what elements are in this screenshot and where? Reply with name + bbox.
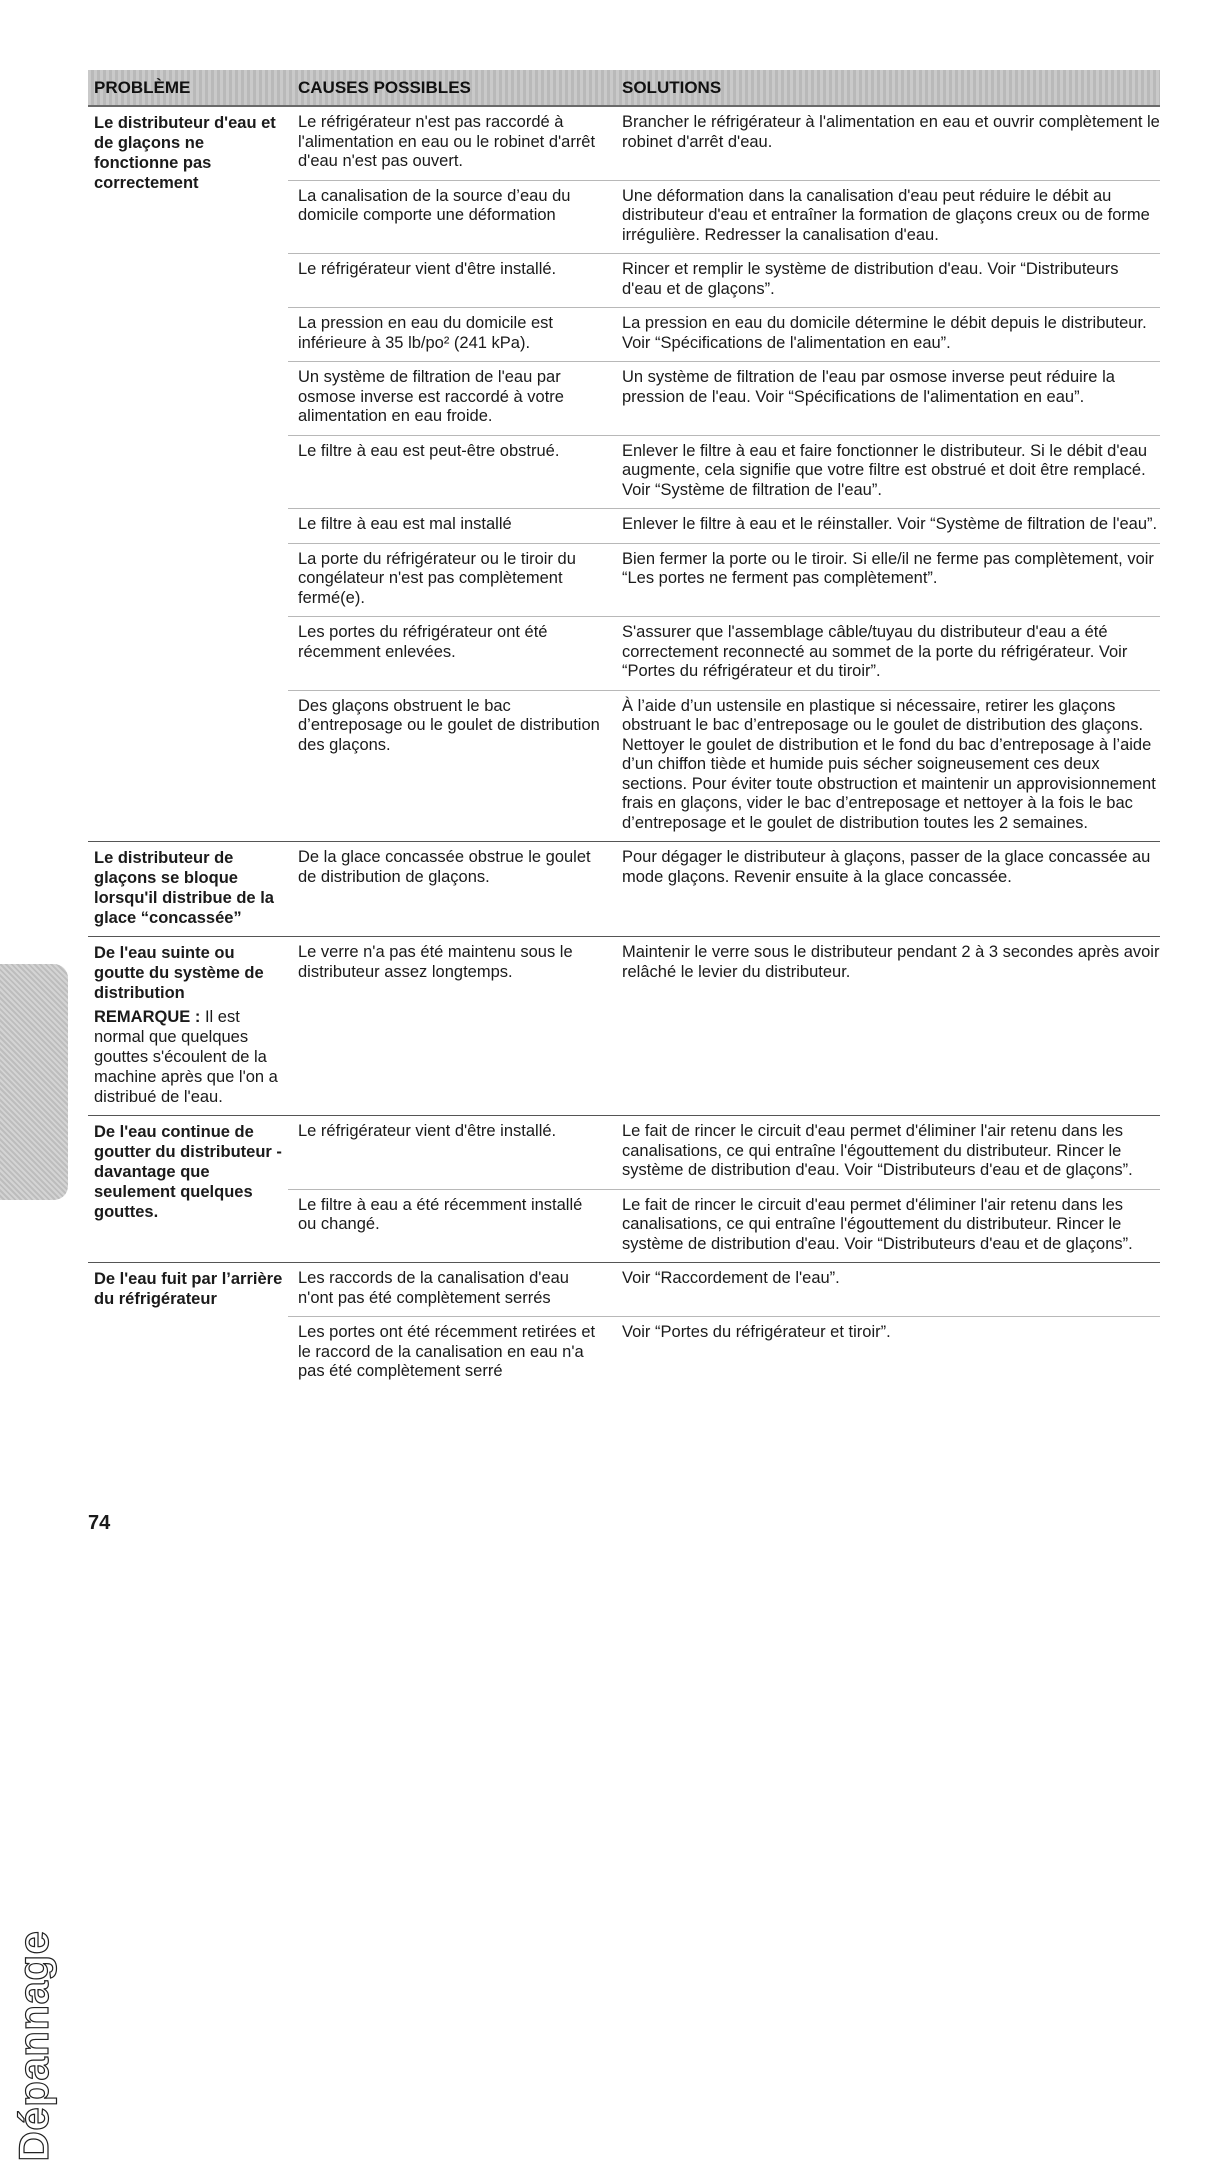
cause-text: Le filtre à eau est mal installé [298,515,512,533]
cause-text: Le réfrigérateur vient d'être installé. [298,260,557,278]
solution-text: À l’aide d’un ustensile en plastique si nécessaire, retirer les glaçons obstruant le bac d’entreposage ou le goulet de distribution des glaçons. Nettoyer le goulet de distribution et le fond du bac d’entreposage à l’aide d’un chiffon tiède et humide puis sécher soigneusement ces deux sections. Pour éviter toute obstruction et maintenir un approvisionnement frais en glaçons, vider le bac d’entreposage et nettoyer à la fois le bac d’entreposage et le goulet de distribution toutes les 2 semaines. [622,696,1156,832]
cause-text: Un système de filtration de l'eau par osmose inverse est raccordé à votre alimentation en eau froide. [298,368,564,425]
cause-text: Le filtre à eau a été récemment installé ou changé. [298,1195,583,1233]
solution-text: Le fait de rincer le circuit d'eau permet d'éliminer l'air retenu dans les canalisations, ce qui entraîne l'égouttement du distributeur. Rincer le système de distribution d'eau. Voir “Distributeurs d'eau et de glaçons”. [622,1195,1133,1253]
cause-text: Le réfrigérateur vient d'être installé. [298,1122,557,1140]
cause-text: Le verre n'a pas été maintenu sous le distributeur assez longtemps. [298,943,573,981]
solution-text: Un système de filtration de l'eau par osmose inverse peut réduire la pression de l'eau. Voir “Spécifications de l'alimentation en eau”. [622,368,1115,406]
solution-text: Voir “Raccordement de l'eau”. [622,1269,840,1287]
cause-text: La porte du réfrigérateur ou le tiroir du congélateur n'est pas complètement fermé(e). [298,549,576,607]
table-row [288,307,1160,361]
problem-cell [88,107,288,841]
solution-text: Une déformation dans la canalisation d'eau peut réduire le débit au distributeur d'eau et entraîner la formation de glaçons creux ou de forme irrégulière. Redresser la canalisation d'eau. [622,186,1150,244]
table-row [288,107,1160,180]
section-tab-label: Dépannage [10,1930,57,2161]
solution-text: Enlever le filtre à eau et le réinstaller. Voir “Système de filtration de l'eau”. [622,515,1158,533]
table-header [88,70,1160,107]
table-row [288,1316,1160,1390]
problem-title: De l'eau suinte ou goutte du système de distribution [94,944,264,1002]
header-causes: CAUSES POSSIBLES [298,77,471,97]
cause-text: Le filtre à eau est peut-être obstrué. [298,441,560,460]
table-row [288,616,1160,690]
cause-text: Des glaçons obstruent le bac d’entreposage ou le goulet de distribution des glaçons. [298,696,600,754]
header-solutions: SOLUTIONS [622,77,722,97]
table-row [288,1189,1160,1263]
table-row [288,435,1160,509]
solution-text: Maintenir le verre sous le distributeur pendant 2 à 3 secondes après avoir relâché le levier du distributeur. [622,943,1160,981]
cause-text: Le réfrigérateur n'est pas raccordé à l'alimentation en eau ou le robinet d'arrêt d'eau n'est pas ouvert. [298,113,596,170]
problem-cell [88,1263,288,1390]
table-row [288,508,1160,543]
solution-text: S'assurer que l'assemblage câble/tuyau du distributeur d'eau a été correctement reconnecté au sommet de la porte du réfrigérateur. Voir “Portes du réfrigérateur et du tiroir”. [622,623,1128,680]
cause-text: Les portes du réfrigérateur ont été récemment enlevées. [298,623,548,661]
problem-group [88,1116,1160,1263]
problem-title: Le distributeur d'eau et de glaçons ne fonctionne pas correctement [94,114,276,192]
cause-text: La canalisation de la source d’eau du domicile comporte une déformation [298,186,571,224]
table-row [288,937,1160,990]
solution-text: Bien fermer la porte ou le tiroir. Si elle/il ne ferme pas complètement, voir “Les portes ne ferment pas complètement”. [622,549,1154,587]
solution-text: Brancher le réfrigérateur à l'alimentation en eau et ouvrir complètement le robinet d'arrêt d'eau. [622,113,1160,151]
solution-text: Voir “Portes du réfrigérateur et tiroir”. [622,1323,891,1341]
header-problem: PROBLÈME [94,77,191,97]
problem-group [88,842,1160,937]
section-tab [0,964,68,2161]
cause-text: De la glace concassée obstrue le goulet de distribution de glaçons. [298,848,591,886]
cause-text: Les portes ont été récemment retirées et le raccord de la canalisation en eau n'a pas été complètement serré [298,1323,596,1380]
problem-cell [88,1116,288,1262]
cause-text: Les raccords de la canalisation d'eau n'ont pas été complètement serrés [298,1269,569,1307]
table-row [288,842,1160,895]
table-row [288,180,1160,254]
troubleshooting-table [88,70,1160,1390]
problem-group [88,937,1160,1116]
problem-note [94,1007,284,1107]
page-number: 74 [88,1512,111,1534]
problem-cell [88,842,288,936]
table-row [288,1263,1160,1316]
solution-text: Pour dégager le distributeur à glaçons, passer de la glace concassée au mode glaçons. Revenir ensuite à la glace concassée. [622,848,1151,886]
problem-title: De l'eau continue de goutter du distributeur - davantage que seulement quelques gouttes. [94,1123,282,1221]
problem-title: Le distributeur de glaçons se bloque lorsqu'il distribue de la glace “concassée” [94,849,274,927]
solution-text: Le fait de rincer le circuit d'eau permet d'éliminer l'air retenu dans les canalisations, ce qui entraîne l'égouttement du distributeur. Rincer le système de distribution d'eau. Voir “Distributeurs d'eau et de glaçons”. [622,1122,1133,1179]
table-row [288,361,1160,435]
problem-group [88,107,1160,842]
table-row [288,690,1160,842]
table-row [288,543,1160,617]
problem-title: De l'eau fuit par l’arrière du réfrigérateur [94,1270,283,1308]
problem-group [88,1263,1160,1390]
solution-text: Enlever le filtre à eau et faire fonctionner le distributeur. Si le débit d'eau augmente, cela signifie que votre filtre est obstrué et doit être remplacé. Voir “Système de filtration de l'eau”. [622,441,1148,499]
table-row [288,1116,1160,1189]
solution-text: La pression en eau du domicile détermine le débit depuis le distributeur. Voir “Spécifications de l'alimentation en eau”. [622,314,1147,352]
table-row [288,253,1160,307]
note-text: Il est normal que quelques gouttes s'écoulent de la machine après que l'on a distribué de l'eau. [94,1008,278,1106]
cause-text: La pression en eau du domicile est inférieure à 35 lb/po² (241 kPa). [298,314,553,352]
problem-cell [88,937,288,1115]
note-label: REMARQUE : [94,1008,201,1026]
solution-text: Rincer et remplir le système de distribution d'eau. Voir “Distributeurs d'eau et de glaçons”. [622,260,1119,298]
